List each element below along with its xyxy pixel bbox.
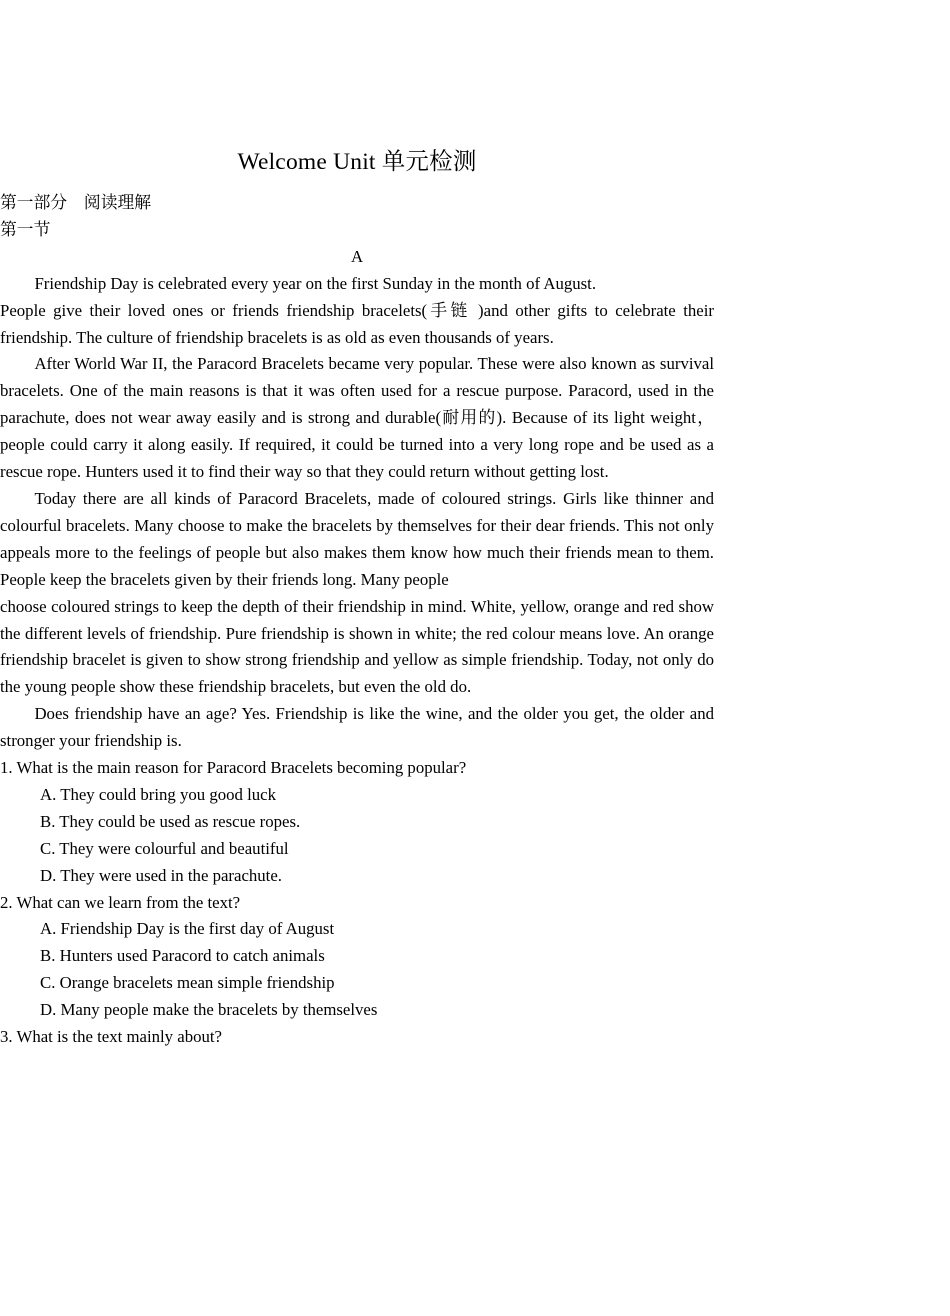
passage-paragraph: Today there are all kinds of Paracord Bracelets, made of coloured strings. Girls like thinner and colourful bracelets. Many choose to make the bracelets by themselves for their dear friends. This not only appeals more to the feelings of people but also makes them know how much their friends mean to them. People keep the bracelets given by their friends long. Many people	[0, 488, 714, 589]
question-2-option-b[interactable]: B. Hunters used Paracord to catch animals	[40, 946, 325, 966]
passage-paragraph: People give their loved ones or friends friendship bracelets(手链 )and other gifts to celebrate their friendship. The culture of friendship bracelets is as old as even thousands of years.	[0, 300, 714, 347]
question-1-option-c[interactable]: C. They were colourful and beautiful	[40, 838, 289, 858]
question-stem-2: 2. What can we learn from the text?	[0, 892, 241, 912]
section-heading-part: 第一部分 阅读理解	[0, 193, 152, 212]
passage-label: A	[350, 246, 364, 266]
passage-paragraph: choose coloured strings to keep the depth of their friendship in mind. White, yellow, orange and red show the different levels of friendship. Pure friendship is shown in white; the red colour means love. An orange friendship bracelet is given to show strong friendship and yellow as simple friendship. Today, not only do the young people show these friendship bracelets, but even the old do.	[0, 596, 714, 697]
question-stem-3: 3. What is the text mainly about?	[0, 1027, 222, 1047]
document-body	[0, 190, 714, 1051]
question-1-option-d[interactable]: D. They were used in the parachute.	[40, 865, 282, 885]
passage-paragraph: Does friendship have an age? Yes. Friendship is like the wine, and the older you get, the older and stronger your friendship is.	[0, 704, 714, 751]
question-2-option-c[interactable]: C. Orange bracelets mean simple friendship	[40, 973, 335, 993]
passage-paragraph: After World War II, the Paracord Bracelets became very popular. These were also known as survival bracelets. One of the main reasons is that it was often used for a rescue purpose. Paracord, used in the parachute, does not wear away easily and is strong and durable(耐用的). Because of its light weight，people could carry it along easily. If required, it could be turned into a very long rope and be used as a rescue rope. Hunters used it to find their way so that they could return without getting lost.	[0, 354, 714, 482]
question-2-option-d[interactable]: D. Many people make the bracelets by themselves	[40, 1000, 378, 1020]
section-heading-subsection: 第一节	[0, 219, 51, 239]
question-stem-1: 1. What is the main reason for Paracord Bracelets becoming popular?	[0, 758, 467, 778]
question-1-option-a[interactable]: A. They could bring you good luck	[40, 784, 276, 804]
question-2-option-a[interactable]: A. Friendship Day is the first day of August	[40, 919, 335, 939]
question-1-option-b[interactable]: B. They could be used as rescue ropes.	[40, 811, 301, 831]
page-title: Welcome Unit 单元检测	[237, 149, 477, 175]
passage-paragraph: Friendship Day is celebrated every year on the first Sunday in the month of August.	[34, 273, 597, 293]
